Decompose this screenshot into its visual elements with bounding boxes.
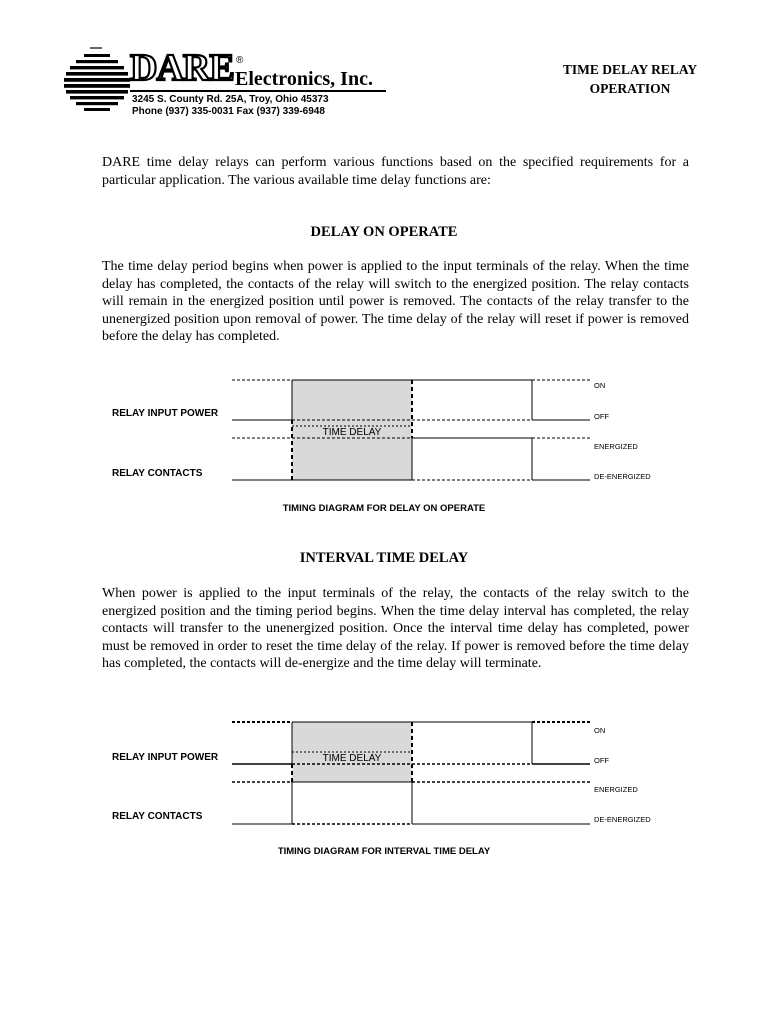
company-name: Electronics, Inc. [235, 68, 373, 90]
row-label-input-power: RELAY INPUT POWER [112, 408, 219, 419]
state-label-de-energized: DE-ENERGIZED [594, 815, 651, 824]
company-address: 3245 S. County Rd. 25A, Troy, Ohio 45373 [132, 94, 329, 105]
state-label-energized: ENERGIZED [594, 785, 638, 794]
state-label-de-energized: DE-ENERGIZED [594, 472, 651, 481]
document-title [540, 60, 720, 98]
row-label-contacts: RELAY CONTACTS [112, 468, 203, 479]
company-phone: Phone (937) 335-0031 Fax (937) 339-6948 [132, 106, 325, 117]
time-delay-label: TIME DELAY [322, 427, 382, 438]
document-title-line2: OPERATION [589, 81, 671, 96]
document-title-line1: TIME DELAY RELAY [562, 62, 698, 77]
logo-underline [130, 90, 386, 92]
registered-mark: ® [236, 55, 244, 66]
state-label-on: ON [594, 726, 606, 735]
state-label-off: OFF [594, 756, 609, 765]
section-body-interval-time-delay: When power is applied to the input terminals of the relay, the contacts of the relay switch to the energized position and the timing period begins. When the time delay interval has completed, the relay contacts will transfer to the unenergized position. Once the interval time delay has completed, power must be removed in order to reset the time delay of the relay. If power is removed before the time delay has completed, the contacts will de-energize and the time delay will terminate. [102, 586, 689, 671]
row-label-input-power: RELAY INPUT POWER [112, 752, 219, 763]
row-label-contacts: RELAY CONTACTS [112, 811, 203, 822]
intro-paragraph: DARE time delay relays can perform various functions based on the specified requirements for a particular application. The various available time delay functions are: [102, 155, 689, 188]
section-heading-interval-time-delay: INTERVAL TIME DELAY [299, 550, 469, 566]
state-label-energized: ENERGIZED [594, 442, 638, 451]
diagram-caption: TIMING DIAGRAM FOR DELAY ON OPERATE [282, 503, 486, 514]
section-body-delay-on-operate: The time delay period begins when power is applied to the input terminals of the relay. When the time delay has completed, the contacts of the relay will switch to the energized position. The relay contacts will remain in the energized position until power is removed. The contacts of the relay transfer to the unenergized position upon removal of power. The time delay of the relay will reset if power is removed before the delay has completed. [102, 259, 689, 344]
time-delay-label: TIME DELAY [322, 753, 382, 764]
logo-wordmark: DARE [130, 47, 234, 89]
state-label-on: ON [594, 381, 606, 390]
dare-logo-icon [62, 46, 132, 114]
state-label-off: OFF [594, 412, 609, 421]
diagram-caption: TIMING DIAGRAM FOR INTERVAL TIME DELAY [277, 846, 491, 857]
section-heading-delay-on-operate: DELAY ON OPERATE [310, 224, 458, 240]
